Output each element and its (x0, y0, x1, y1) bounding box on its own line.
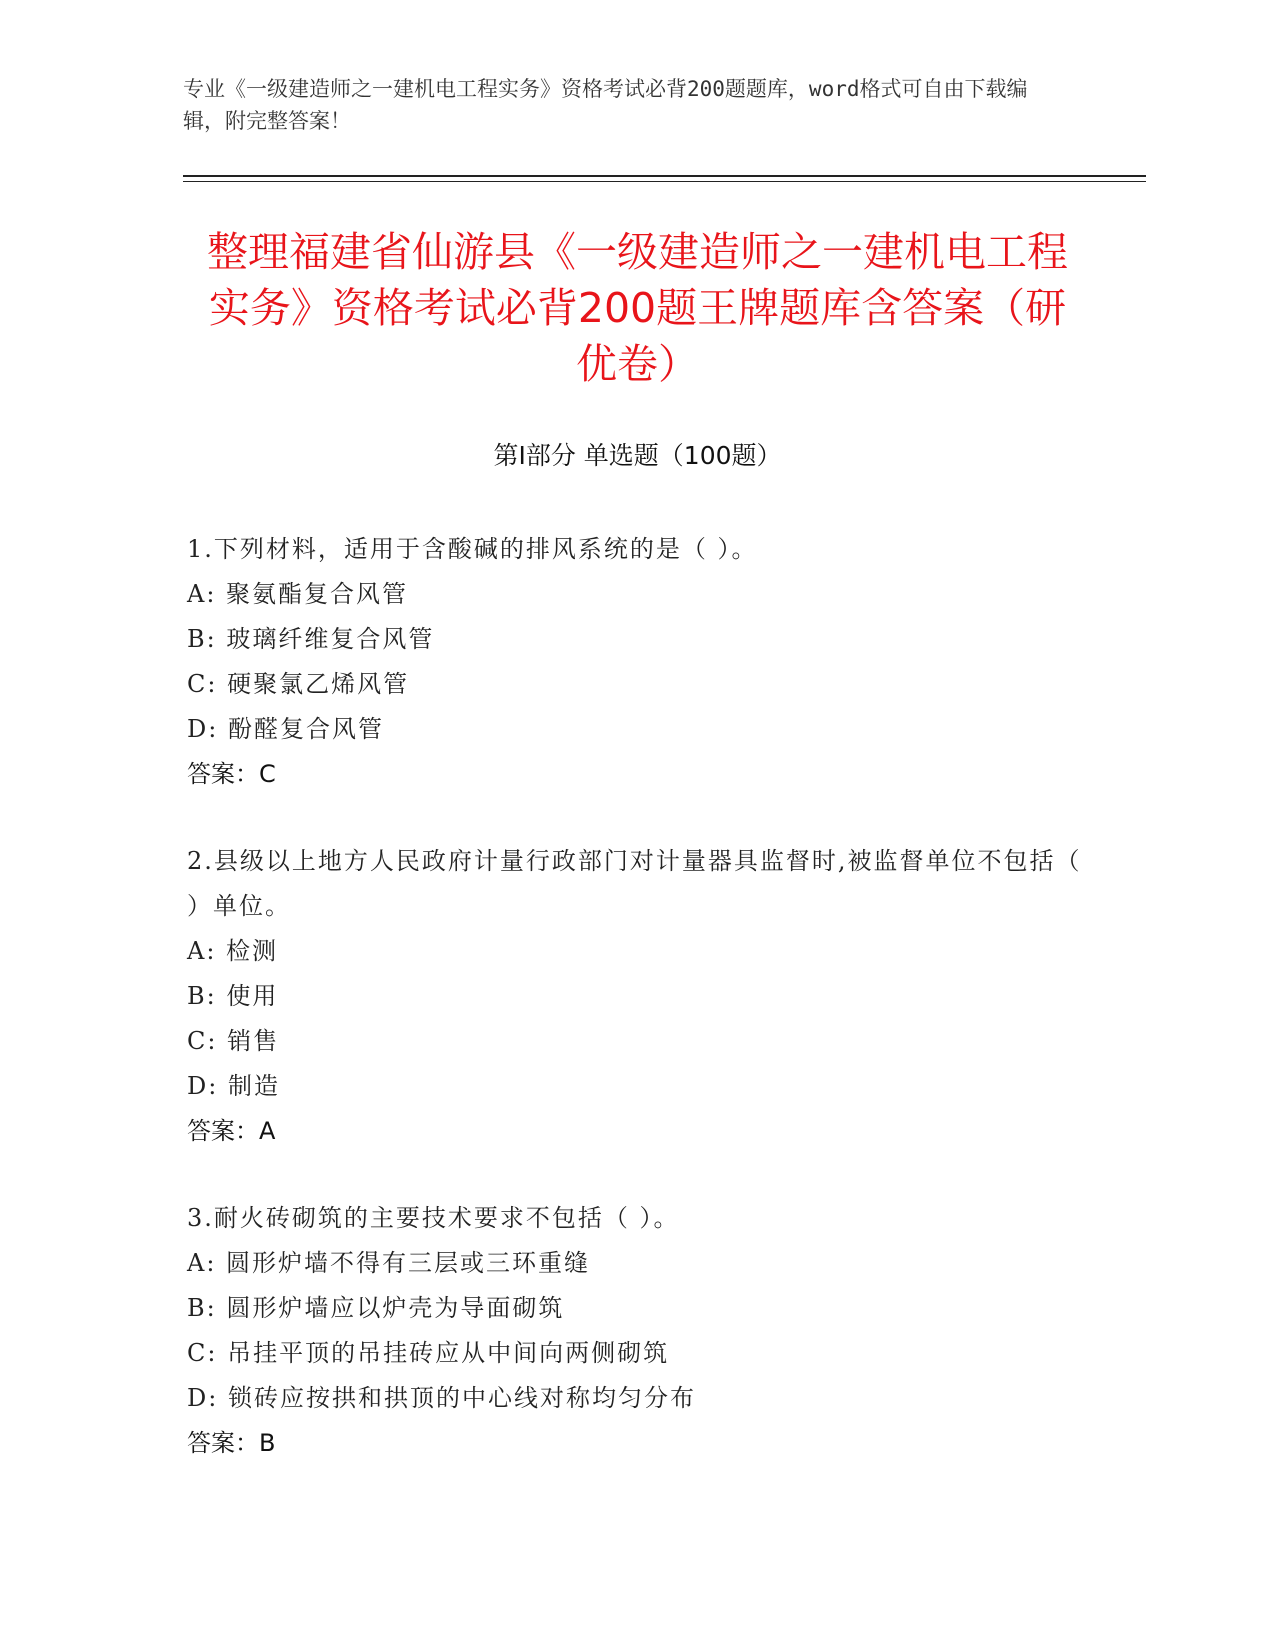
question-text: 1.下列材料，适用于含酸碱的排风系统的是（ ）。 (187, 535, 758, 563)
option-c: C: 销售 (187, 1027, 280, 1055)
question-list (187, 527, 1087, 1508)
header-divider-thick (183, 175, 1146, 177)
option-d: D: 锁砖应按拱和拱顶的中心线对称均匀分布 (187, 1384, 696, 1412)
answer: 答案：A (187, 1117, 276, 1145)
answer: 答案：C (187, 760, 276, 788)
option-d: D: 制造 (187, 1072, 280, 1100)
option-a: A: 聚氨酯复合风管 (187, 580, 409, 608)
section-title: 第Ⅰ部分 单选题（100题） (493, 441, 782, 470)
document-title: 整理福建省仙游县《一级建造师之一建机电工程实务》资格考试必背200题王牌题库含答案（研优卷） (207, 228, 1068, 388)
option-b: B: 圆形炉墙应以炉壳为导面砌筑 (187, 1294, 565, 1322)
question-text: 3.耐火砖砌筑的主要技术要求不包括（ ）。 (187, 1204, 680, 1232)
option-a: A: 检测 (187, 937, 279, 965)
header-note: 专业《一级建造师之一建机电工程实务》资格考试必背200题题库，word格式可自由下载编辑，附完整答案！ (183, 77, 1028, 133)
option-b: B: 使用 (187, 982, 279, 1010)
question-3 (187, 1196, 1087, 1466)
option-c: C: 吊挂平顶的吊挂砖应从中间向两侧砌筑 (187, 1339, 670, 1367)
option-a: A: 圆形炉墙不得有三层或三环重缝 (187, 1249, 591, 1277)
option-c: C: 硬聚氯乙烯风管 (187, 670, 410, 698)
answer: 答案：B (187, 1429, 276, 1457)
option-d: D: 酚醛复合风管 (187, 715, 384, 743)
question-1 (187, 527, 1087, 797)
question-text: 2.县级以上地方人民政府计量行政部门对计量器具监督时,被监督单位不包括（ ）单位。 (187, 847, 1082, 920)
option-b: B: 玻璃纤维复合风管 (187, 625, 435, 653)
header-divider-thin (183, 181, 1146, 182)
question-2 (187, 839, 1087, 1154)
